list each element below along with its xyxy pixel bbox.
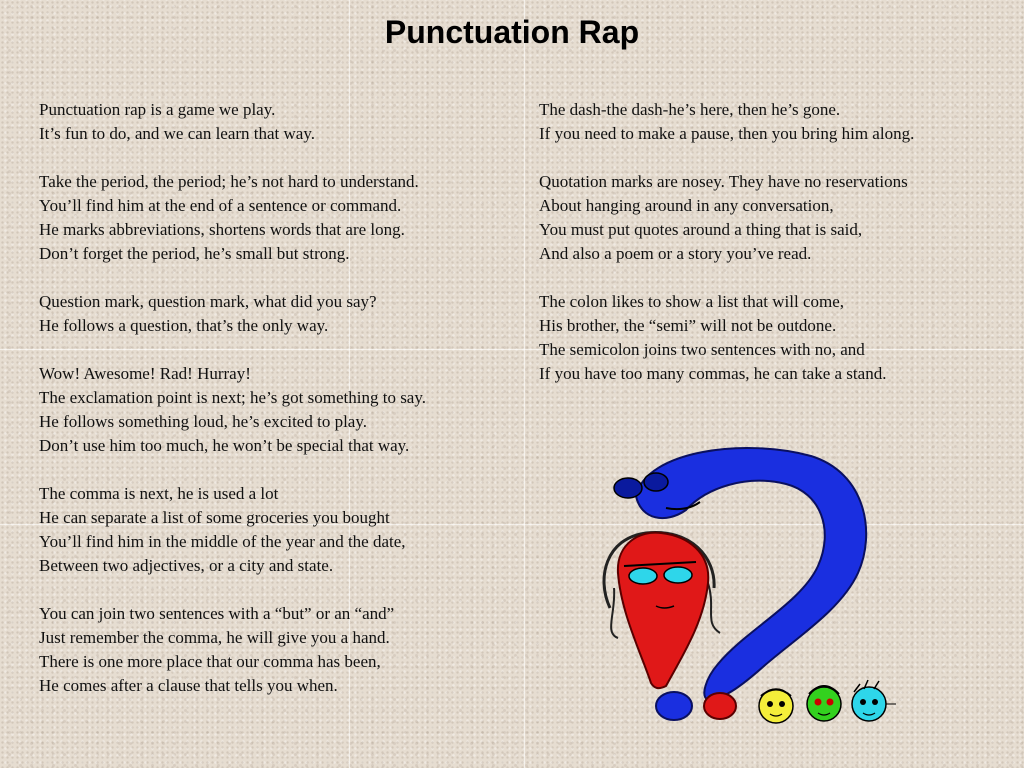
verse-line: The comma is next, he is used a lot bbox=[39, 484, 279, 503]
left-text-column bbox=[39, 98, 519, 722]
verse-line: The dash-the dash-he’s here, then he’s gone. bbox=[539, 100, 841, 119]
verse-line: You must put quotes around a thing that is said, bbox=[539, 220, 863, 239]
grid-line bbox=[524, 0, 525, 768]
stanza bbox=[39, 98, 519, 146]
verse-line: The semicolon joins two sentences with no, and bbox=[539, 340, 865, 359]
stanza bbox=[539, 290, 1009, 386]
stanza bbox=[39, 170, 519, 266]
question-mark-dot bbox=[656, 692, 692, 720]
punctuation-mascots-illustration bbox=[596, 438, 906, 728]
verse-line: You’ll find him in the middle of the year and the date, bbox=[39, 532, 406, 551]
question-mark-eye-icon bbox=[614, 478, 642, 498]
stanza bbox=[39, 362, 519, 458]
verse-line: Between two adjectives, or a city and state. bbox=[39, 556, 334, 575]
verse-line: He follows a question, that’s the only way. bbox=[39, 316, 329, 335]
stanza bbox=[39, 602, 519, 698]
right-text-column bbox=[539, 98, 1009, 410]
verse-line: The colon likes to show a list that will come, bbox=[539, 292, 845, 311]
verse-line: There is one more place that our comma has been, bbox=[39, 652, 381, 671]
verse-line: He comes after a clause that tells you when. bbox=[39, 676, 338, 695]
verse-line: Take the period, the period; he’s not hard to understand. bbox=[39, 172, 419, 191]
verse-line: He marks abbreviations, shortens words that are long. bbox=[39, 220, 405, 239]
verse-line: You can join two sentences with a “but” or an “and” bbox=[39, 604, 395, 623]
verse-line: It’s fun to do, and we can learn that way. bbox=[39, 124, 316, 143]
page-title: Punctuation Rap bbox=[384, 14, 640, 50]
verse-line: He follows something loud, he’s excited to play. bbox=[39, 412, 367, 431]
exclamation-hair bbox=[611, 588, 618, 638]
question-mark-eye-icon bbox=[644, 473, 668, 491]
verse-line: Just remember the comma, he will give you a hand. bbox=[39, 628, 390, 647]
stanza bbox=[39, 290, 519, 338]
exclamation-hair bbox=[708, 583, 720, 633]
exclamation-eye-icon bbox=[629, 568, 657, 584]
exclamation-mark-character bbox=[618, 533, 708, 689]
verse-line: Quotation marks are nosey. They have no reservations bbox=[539, 172, 908, 191]
verse-line: Don’t forget the period, he’s small but strong. bbox=[39, 244, 350, 263]
verse-line: Wow! Awesome! Rad! Hurray! bbox=[39, 364, 251, 383]
exclamation-eye-icon bbox=[664, 567, 692, 583]
verse-line: His brother, the “semi” will not be outdone. bbox=[539, 316, 837, 335]
stanza bbox=[539, 98, 1009, 146]
small-cyan-face-character bbox=[852, 687, 886, 721]
stanza bbox=[539, 170, 1009, 266]
verse-line: Question mark, question mark, what did you say? bbox=[39, 292, 377, 311]
exclamation-mark-dot bbox=[704, 693, 736, 719]
verse-line: Don’t use him too much, he won’t be special that way. bbox=[39, 436, 410, 455]
verse-line: About hanging around in any conversation, bbox=[539, 196, 834, 215]
verse-line: You’ll find him at the end of a sentence or command. bbox=[39, 196, 402, 215]
stanza bbox=[39, 482, 519, 578]
verse-line: If you need to make a pause, then you bring him along. bbox=[539, 124, 915, 143]
verse-line: He can separate a list of some groceries you bought bbox=[39, 508, 390, 527]
verse-line: Punctuation rap is a game we play. bbox=[39, 100, 276, 119]
verse-line: And also a poem or a story you’ve read. bbox=[539, 244, 812, 263]
verse-line: The exclamation point is next; he’s got something to say. bbox=[39, 388, 426, 407]
verse-line: If you have too many commas, he can take a stand. bbox=[539, 364, 887, 383]
